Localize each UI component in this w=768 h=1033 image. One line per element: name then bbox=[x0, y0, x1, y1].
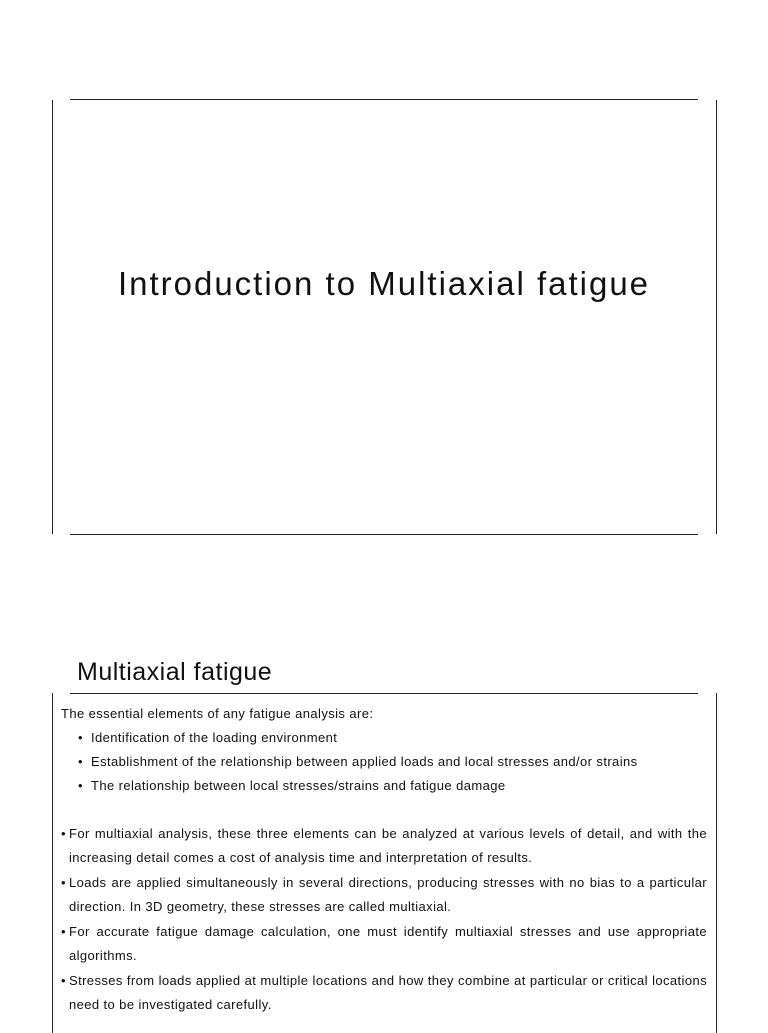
bullet-item bbox=[61, 822, 707, 870]
slide-top-rule bbox=[70, 99, 698, 100]
bullet-item bbox=[61, 920, 707, 968]
bullet-marker: • bbox=[61, 973, 66, 988]
sub-bullet-item bbox=[61, 750, 707, 774]
slide-body bbox=[61, 702, 707, 1018]
bullet-marker: • bbox=[78, 730, 83, 745]
slide-bottom-rule bbox=[70, 534, 698, 535]
intro-text: The essential elements of any fatigue analysis are: bbox=[61, 706, 374, 721]
bullet-text: For multiaxial analysis, these three elements can be analyzed at various levels of detail, and with the increasing detail comes a cost of analysis time and interpretation of results. bbox=[69, 826, 707, 865]
content-slide bbox=[0, 640, 768, 1024]
bullet-text: For accurate fatigue damage calculation, one must identify multiaxial stresses and use appropriate algorithms. bbox=[69, 924, 707, 963]
bullet-marker: • bbox=[61, 875, 66, 890]
bullet-text: Loads are applied simultaneously in several directions, producing stresses with no bias to a particular direction. In 3D geometry, these stresses are called multiaxial. bbox=[69, 875, 707, 914]
bullet-marker: • bbox=[78, 754, 83, 769]
slide-right-border bbox=[716, 693, 717, 1033]
bullet-text: Stresses from loads applied at multiple locations and how they combine at particular or critical locations need to be investigated carefully. bbox=[69, 973, 707, 1012]
bullet-list bbox=[61, 822, 707, 1017]
sub-bullet-text: Identification of the loading environment bbox=[91, 730, 338, 745]
sub-bullet-item bbox=[61, 726, 707, 750]
heading-rule bbox=[70, 693, 698, 694]
sub-bullet-text: Establishment of the relationship between applied loads and local stresses and/or strains bbox=[91, 754, 638, 769]
slide-title: Introduction to Multiaxial fatigue bbox=[117, 265, 651, 302]
bullet-item bbox=[61, 969, 707, 1017]
bullet-item bbox=[61, 871, 707, 919]
sub-bullet-text: The relationship between local stresses/strains and fatigue damage bbox=[91, 778, 506, 793]
section-heading: Multiaxial fatigue bbox=[77, 658, 273, 686]
sub-bullet-list bbox=[61, 726, 707, 798]
bullet-marker: • bbox=[61, 826, 66, 841]
slide-left-border bbox=[52, 100, 53, 534]
slide-right-border bbox=[716, 100, 717, 534]
slide-left-border bbox=[52, 693, 53, 1033]
bullet-marker: • bbox=[78, 778, 83, 793]
sub-bullet-item bbox=[61, 774, 707, 798]
bullet-marker: • bbox=[61, 924, 66, 939]
